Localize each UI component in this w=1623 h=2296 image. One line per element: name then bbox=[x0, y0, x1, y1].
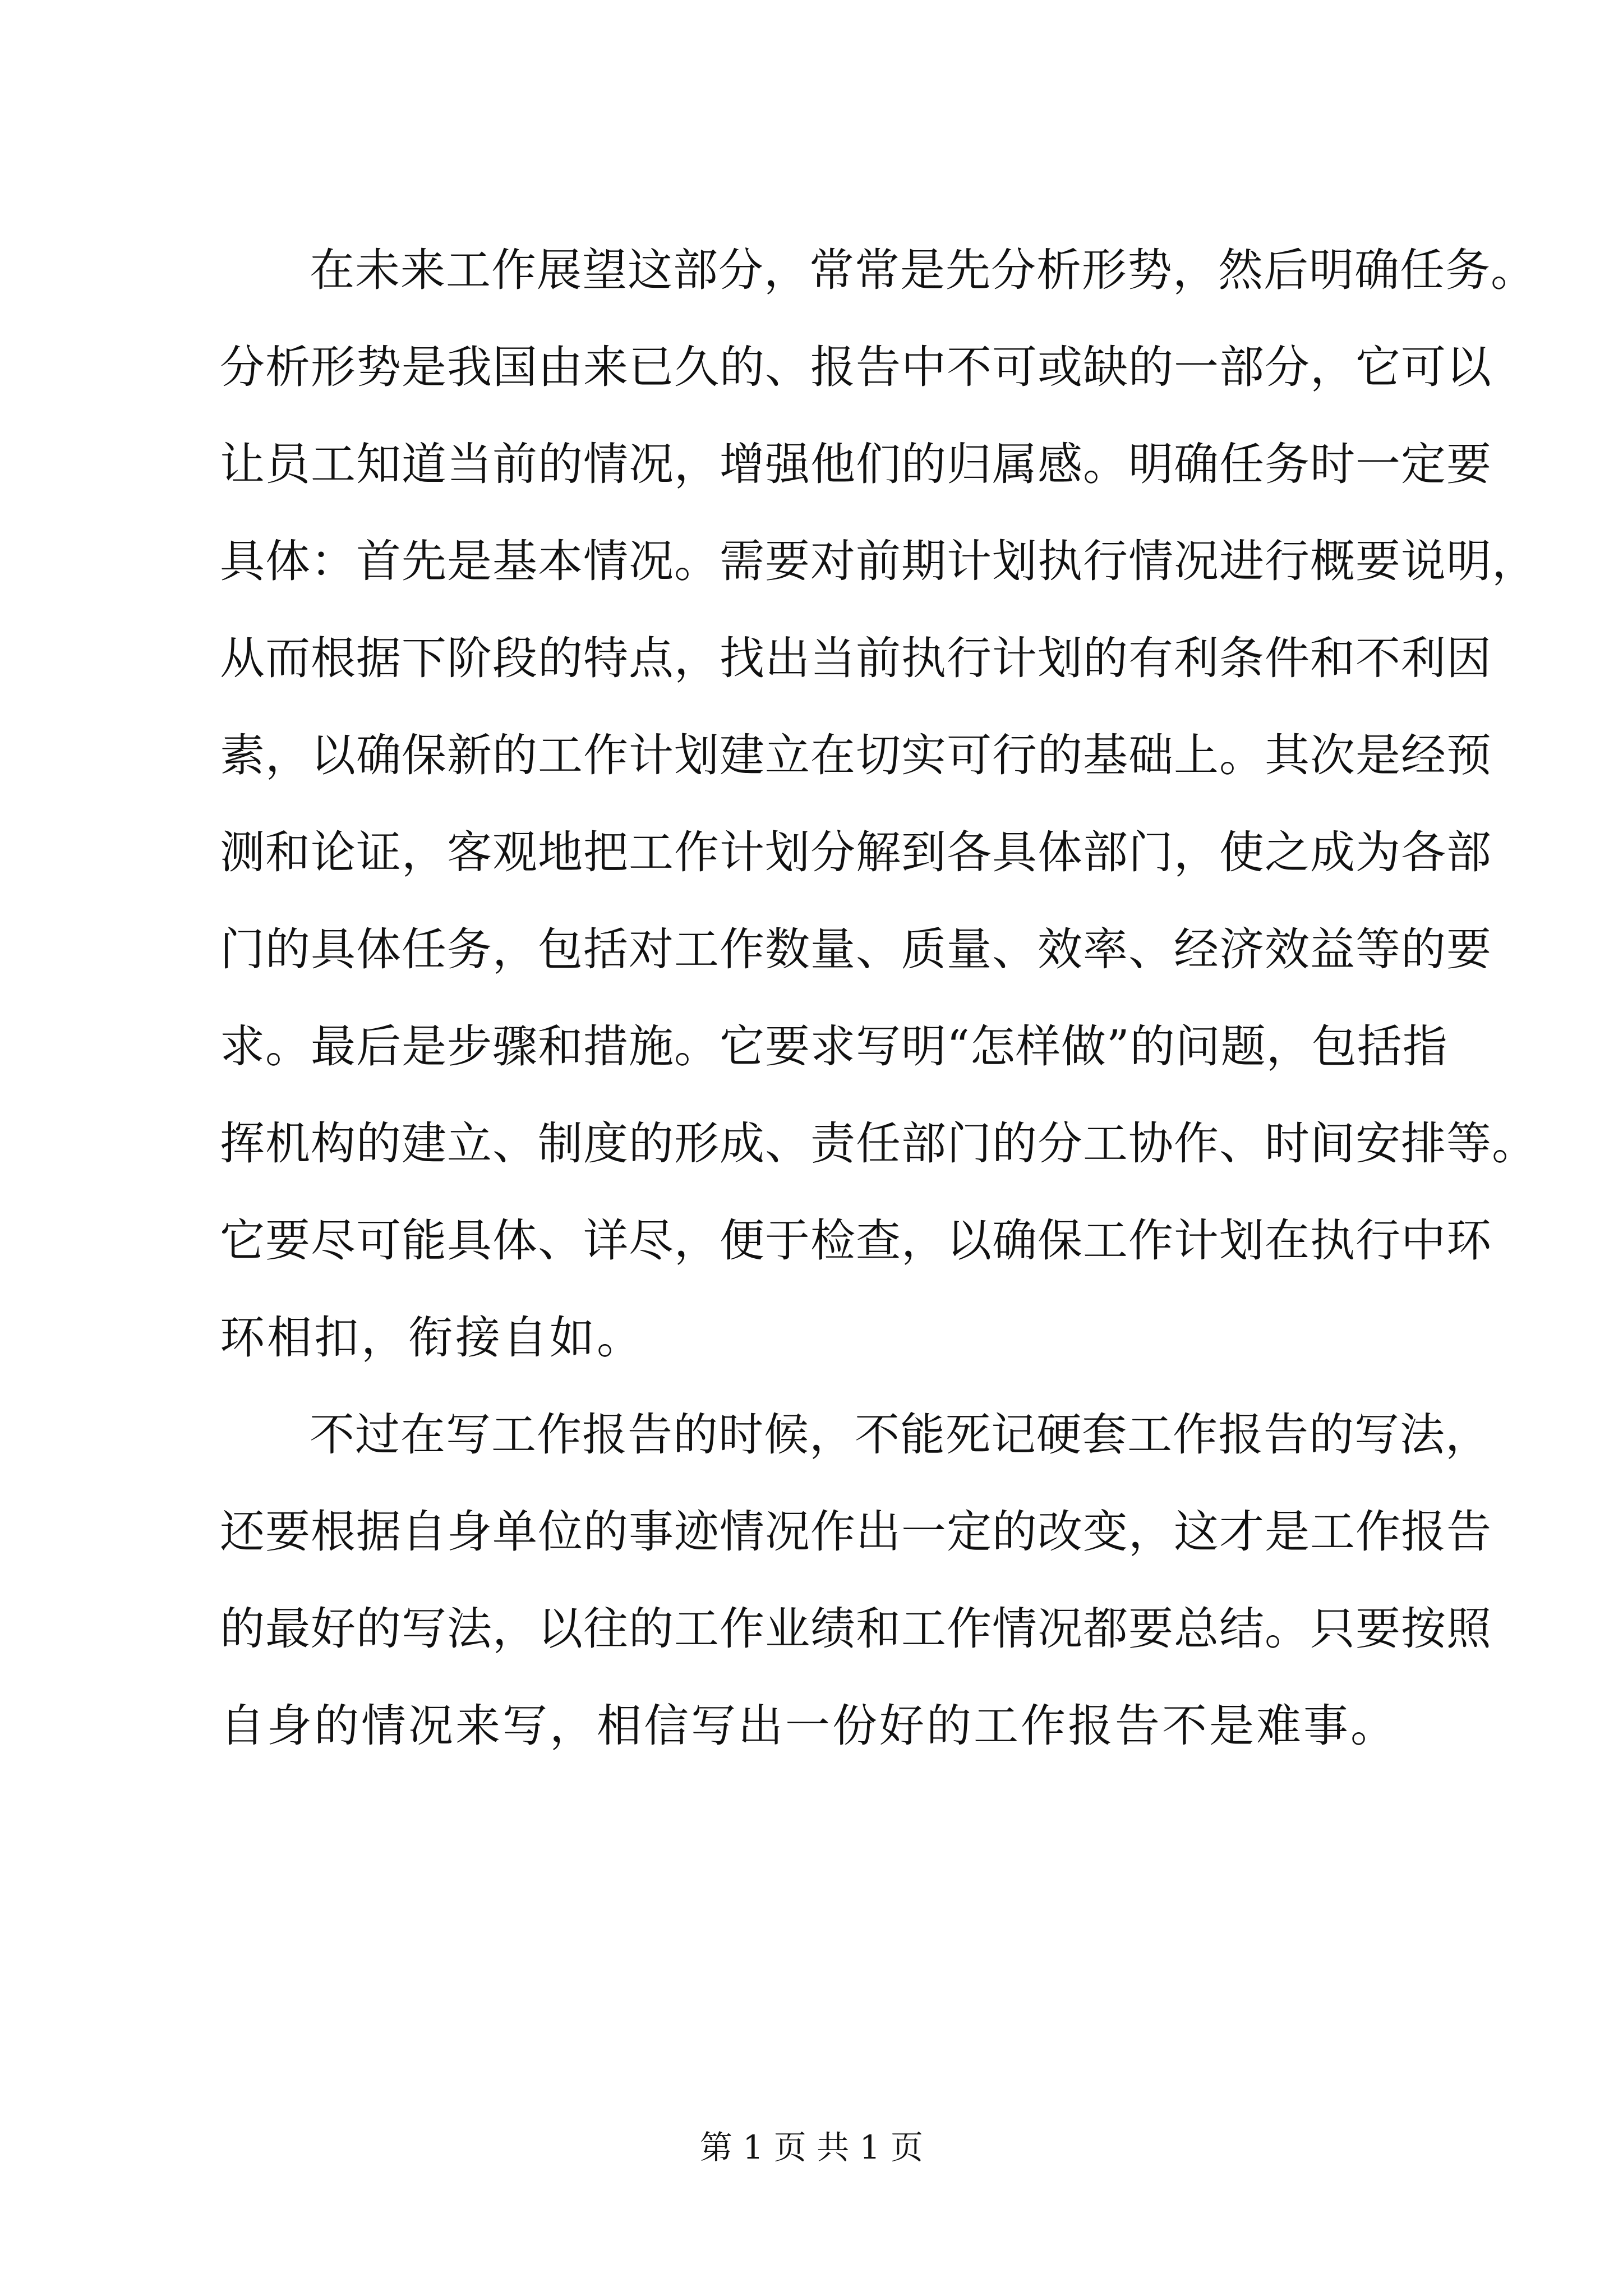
text-line: 求。最后是步骤和措施。它要求写明“怎样做”的问题，包括指 bbox=[220, 1020, 1448, 1073]
text-line: 在未来工作展望这部分，常常是先分析形势，然后明确任务。 bbox=[310, 244, 1536, 296]
text-line: 分析形势是我国由来已久的、报告中不可或缺的一部分，它可以 bbox=[220, 341, 1492, 393]
page-number-footer: 第 1 页 共 1 页 bbox=[700, 2128, 923, 2166]
text-line: 从而根据下阶段的特点，找出当前执行计划的有利条件和不利因 bbox=[220, 632, 1492, 684]
text-line: 环相扣，衔接自如。 bbox=[220, 1312, 644, 1364]
text-line: 不过在写工作报告的时候，不能死记硬套工作报告的写法， bbox=[310, 1409, 1491, 1461]
text-line: 测和论证，客观地把工作计划分解到各具体部门，使之成为各部 bbox=[220, 826, 1492, 878]
text-line: 自身的情况来写，相信写出一份好的工作报告不是难事。 bbox=[220, 1700, 1398, 1752]
paragraph-1 bbox=[220, 222, 1537, 1386]
text-line: 还要根据自身单位的事迹情况作出一定的改变，这才是工作报告 bbox=[220, 1506, 1492, 1558]
document-body bbox=[220, 222, 1537, 1774]
text-line: 门的具体任务，包括对工作数量、质量、效率、经济效益等的要 bbox=[220, 923, 1492, 976]
paragraph-2 bbox=[220, 1386, 1492, 1774]
text-line: 挥机构的建立、制度的形成、责任部门的分工协作、时间安排等。 bbox=[220, 1117, 1537, 1170]
text-line: 具体：首先是基本情况。需要对前期计划执行情况进行概要说明， bbox=[220, 535, 1537, 587]
text-line: 它要尽可能具体、详尽，便于检查，以确保工作计划在执行中环 bbox=[220, 1214, 1492, 1267]
text-line: 让员工知道当前的情况，增强他们的归属感。明确任务时一定要 bbox=[220, 438, 1492, 490]
text-line: 素，以确保新的工作计划建立在切实可行的基础上。其次是经预 bbox=[220, 729, 1492, 781]
text-line: 的最好的写法，以往的工作业绩和工作情况都要总结。只要按照 bbox=[220, 1603, 1492, 1655]
